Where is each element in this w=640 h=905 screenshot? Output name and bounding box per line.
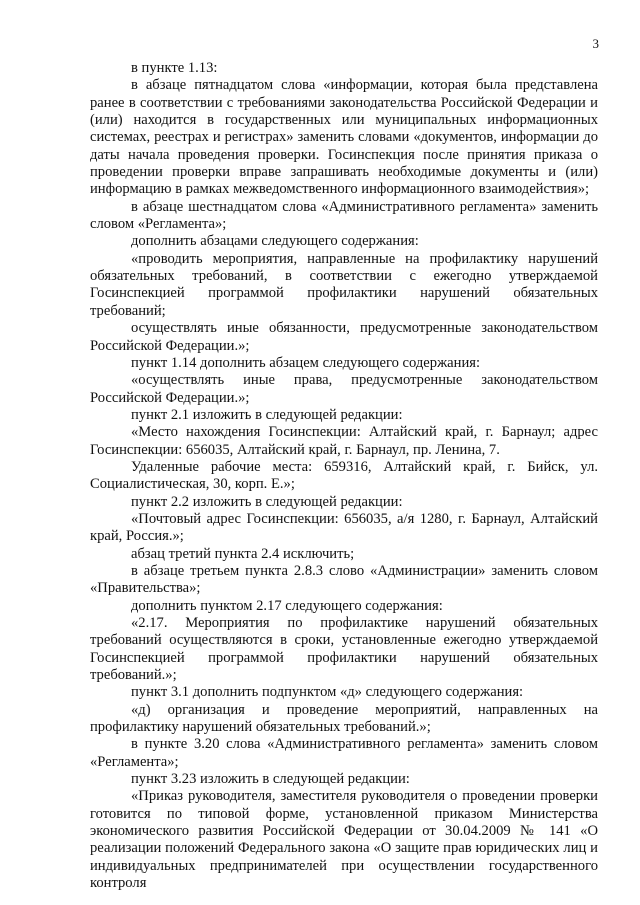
paragraph: «Место нахождения Госинспекции: Алтайский край, г. Барнаул; адрес Госинспекции: 656035, Алтайский край, г. Барнаул, пр. Ленина, 7. (90, 424, 598, 458)
paragraph: в пункте 1.13: (131, 60, 218, 76)
paragraph: в абзаце шестнадцатом слова «Административного регламента» заменить словом «Регламента»; (90, 198, 598, 233)
paragraph: дополнить пунктом 2.17 следующего содержания: (131, 597, 443, 614)
page-number: 3 (592, 36, 599, 51)
paragraph: в пункте 3.20 слова «Административного регламента» заменить словом «Регламента»; (90, 736, 598, 770)
paragraph: «Приказ руководителя, заместителя руководителя о проведении проверки готовится по типовой форме, установленной приказом Министерства экономического развития Российской Федерации от 30.04.2009 № 141 «О реализации положений Федерального закона «О защите прав юридических лиц и индивидуальных предпринимателей при осуществлении государственного контроля (90, 788, 598, 892)
paragraph: пункт 3.23 изложить в следующей редакции: (131, 771, 410, 788)
paragraph: абзац третий пункта 2.4 исключить; (131, 545, 355, 562)
paragraph: пункт 3.1 дополнить подпунктом «д» следующего содержания: (131, 684, 524, 701)
paragraph: осуществлять иные обязанности, предусмотренные законодательством Российской Федерации.»; (90, 320, 598, 354)
paragraph: «осуществлять иные права, предусмотренные законодательством Российской Федерации.»; (90, 372, 598, 406)
document-body (90, 60, 598, 893)
paragraph: в абзаце третьем пункта 2.8.3 слово «Администрации» заменить словом «Правительства»; (90, 562, 598, 597)
paragraph: пункт 2.1 изложить в следующей редакции: (131, 406, 403, 423)
paragraph: «проводить мероприятия, направленные на профилактику нарушений обязательных требований, в соответствии с ежегодно утверждаемой Госинспекцией программой профилактики нарушений обязательных требований; (90, 250, 598, 319)
paragraph: пункт 1.14 дополнить абзацем следующего содержания: (131, 354, 481, 371)
paragraph: Удаленные рабочие места: 659316, Алтайский край, г. Бийск, ул. Социалистическая, 30, корп. Е.»; (90, 458, 598, 493)
paragraph: «2.17. Мероприятия по профилактике нарушений обязательных требований осуществляются в сроки, установленные ежегодно утверждаемой Госинспекцией программой профилактики нарушений обязательных требований.»; (90, 615, 598, 684)
paragraph: в абзаце пятнадцатом слова «информации, которая была представлена ранее в соответствии с требованиями законодательства Российской Федерации и (или) находится в государственных или муниципальных информационных системах, реестрах и регистрах» заменить словами «документов, информации до даты начала проведения проверки. Госинспекция после принятия приказа о проведении проверки вправе запрашивать необходимые документы и (или) информацию в рамках межведомственного информационного взаимодействия»; (90, 77, 598, 198)
paragraph: «д) организация и проведение мероприятий, направленных на профилактику нарушений обязательных требований.»; (90, 701, 598, 736)
paragraph: «Почтовый адрес Госинспекции: 656035, а/я 1280, г. Барнаул, Алтайский край, Россия.»; (90, 510, 598, 545)
paragraph: пункт 2.2 изложить в следующей редакции: (131, 493, 403, 510)
paragraph: дополнить абзацами следующего содержания: (131, 233, 419, 250)
